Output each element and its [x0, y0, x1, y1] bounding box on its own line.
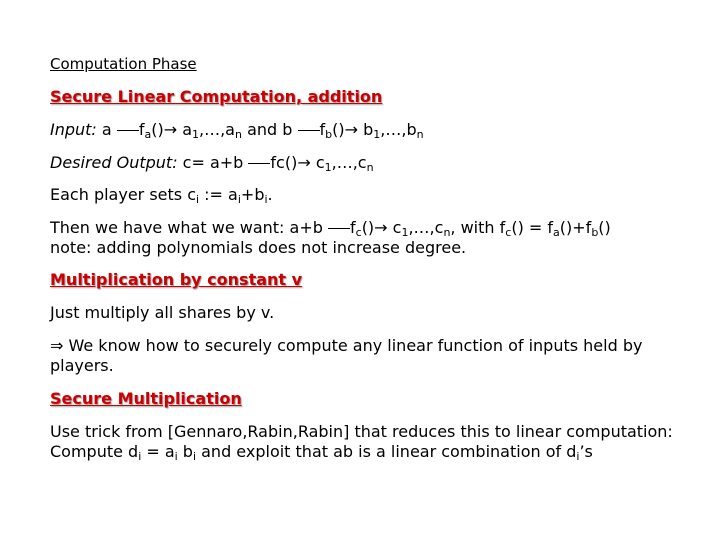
page-title: Computation Phase [50, 55, 197, 73]
implication-paragraph: ⇒ We know how to securely compute any linear function of inputs held by players. [50, 336, 643, 375]
note-line: note: adding polynomials does not increase degree. [50, 238, 467, 257]
heading-secure-multiplication: Secure Multiplication [50, 389, 242, 408]
gennaro-paragraph: Use trick from [Gennaro,Rabin,Rabin] that reduces this to linear computation: Compute $d_i = a_i$ $b_i$ and exploit that ab is a linear combination of $d_i’s$ [50, 422, 673, 463]
output-line: Desired Output: c= a+b $fc()\to c_1,\dots,c_n$ [50, 153, 374, 174]
input-line: Input: a $f_a()\to$ $a_1,\dots,a_n$ and b $f_b()\to$ $b_1,\dots,b_n$ [50, 120, 424, 141]
long-arrow-icon [298, 126, 320, 136]
multiply-text: Just multiply all shares by v. [50, 303, 275, 322]
heading-secure-linear: Secure Linear Computation, addition [50, 87, 383, 106]
heading-multiplication-constant: Multiplication by constant v [50, 270, 303, 289]
long-arrow-icon [248, 159, 270, 169]
then-line: Then we have what we want: a+b $f_c()\to$ $c_1,\dots,c_n$, with $f_c() = f_a()+f_b()$ [50, 218, 611, 239]
long-arrow-icon [328, 224, 350, 234]
input-label: Input: [50, 120, 97, 139]
long-arrow-icon [117, 126, 139, 136]
output-label: Desired Output: [50, 153, 178, 172]
each-player-line: Each player sets $c_i$ := $a_i+b_i$. [50, 185, 273, 206]
implies-icon: ⇒ [50, 336, 64, 355]
